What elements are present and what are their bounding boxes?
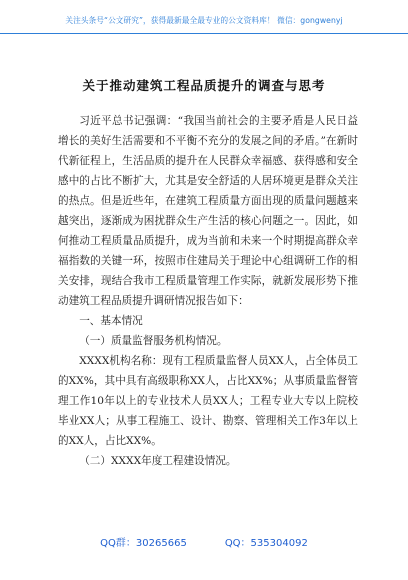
- footer-contact: [0, 534, 408, 549]
- section-heading-basic-situation: 一、基本情况: [79, 315, 143, 327]
- intro-paragraph: 习近平总书记强调：“我国当前社会的主要矛盾是人民日益增长的美好生活需要和不平衡不充分的发展之间的矛盾。”在新时代新征程上，生活品质的提升在人民群众幸福感、获得感和安全感中的占比不断扩大，尤其是安全舒适的人居环境更是群众关注的热点。但是近些年，在建筑工程质量方面出现的质量问题越来越突出，逐渐成为困扰群众生产生活的核心问题之一。因此，如何推动工程质量品质提升，成为当前和未来一个时期提高群众幸福指数的关键一环，按照市住建局关于理论中心组调研工作的相关安排，现结合我市工程质量管理工作实际，就新发展形势下推动建筑工程品质提升调研情况报告如下：: [58, 115, 358, 307]
- qq-number: QQ：535304092: [224, 538, 308, 549]
- document-body: [58, 111, 358, 471]
- header-promo-banner: [0, 8, 408, 34]
- subsection-heading-2: （二）XXXX年度工程建设情况。: [79, 455, 237, 467]
- subsection-heading-1: （一）质量监督服务机构情况。: [79, 335, 228, 347]
- header-promo-text: 关注头条号“公文研究”，获得最新最全最专业的公文资料库！ 微信：gongwenyj: [65, 16, 343, 25]
- qq-group-number: QQ群：30265665: [100, 538, 187, 549]
- document-title: 关于推动建筑工程品质提升的调查与思考: [82, 78, 326, 93]
- staffing-paragraph: XXXX机构名称：现有工程质量监督人员XX人，占全体员工的XX%，其中具有高级职称XX人，占比XX%；从事质量监督管理工作10年以上的专业技术人员XX人；工程专业大专以上院校毕业XX人；从事工程施工、设计、勘察、管理相关工作3年以上的XX人，占比XX%。: [58, 355, 358, 447]
